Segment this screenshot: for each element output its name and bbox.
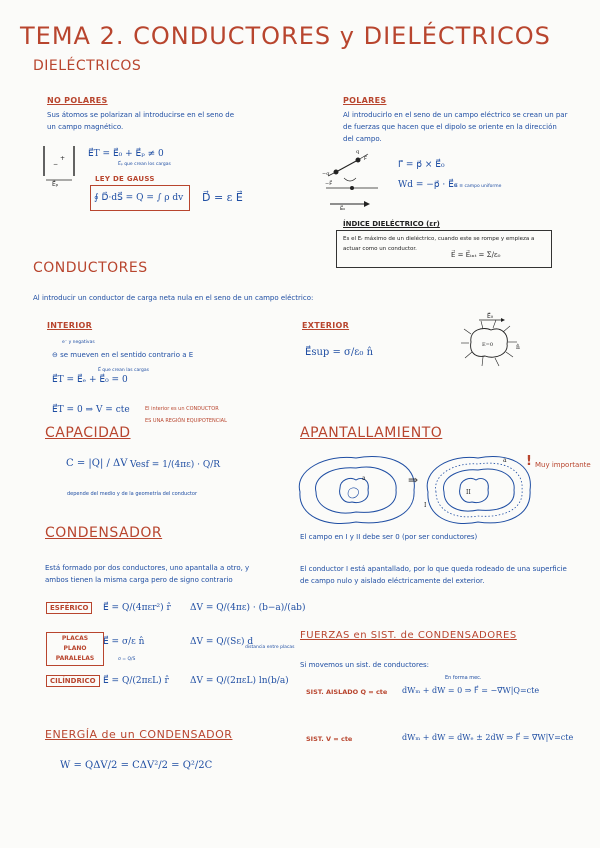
cilindrico-field-eq: E⃗ = Q/(2πεL) r̂ — [103, 676, 169, 686]
interior-line1-note: e⁻ y negativas — [62, 340, 95, 345]
exterior-heading: EXTERIOR — [302, 321, 350, 330]
capacitor-type-cilindrico-label: CILÍNDRICO — [50, 677, 96, 685]
placas-field-note: σ = Q/S — [118, 657, 136, 662]
energia-heading: ENERGÍA de un CONDENSADOR — [45, 728, 233, 741]
shield-label-I: II — [466, 489, 471, 496]
sphere-potential-eq: Vesf = 1/(4πε) · Q/R — [130, 460, 221, 470]
shielding-text-1: El campo en I y II debe ser 0 (por ser conductores) — [300, 533, 478, 541]
page-title: TEMA 2. CONDUCTORES y DIELÉCTRICOS — [20, 22, 551, 50]
indice-text: Es el Eᵣ máximo de un dieléctrico, cuando este se rompe y empieza a actuar como un conductor. — [343, 236, 535, 252]
no-polares-heading: NO POLARES — [47, 96, 108, 105]
shielding-arrow: ⇒ — [408, 473, 419, 487]
displacement-eq: D⃗ = ε E⃗ — [202, 191, 243, 204]
capacitance-note: depende del medio y de la geometría del conductor — [67, 491, 198, 497]
condensador-heading: CONDENSADOR — [45, 525, 163, 541]
gauss-law-box — [90, 185, 190, 211]
energia-eq: W = QΔV/2 = CΔV²/2 = Q²/2C — [60, 760, 213, 771]
dipole-label-field: E⃗₀ — [340, 206, 346, 212]
indice-eq: E⃗ = E⃗ᵢₙₜ = Σ/ε₀ — [451, 251, 501, 259]
fuerzas-row1-eq: dWₘ + dW = dWₑ ± 2dW ⇒ F⃗ = ∇⃗W|V=cte — [402, 733, 574, 742]
svg-text:+: + — [60, 155, 66, 162]
capacitor-type-placas-label: PLACAS PLANO PARALELAS — [55, 635, 95, 662]
conductor-diagram-label-field: E⃗₀ — [487, 313, 494, 320]
important-callout: Muy importante — [535, 461, 591, 469]
shielding-text-2: El conductor I está apantallado, por lo que queda rodeado de una superficie de campo nulo y aislado eléctricamente del exterior. — [300, 565, 567, 585]
interior-note-conductor: El interior es un CONDUCTOR — [145, 406, 219, 412]
capacidad-heading: CAPACIDAD — [45, 425, 131, 441]
shield-label-a: a — [362, 475, 366, 482]
plate-field-label: E⃗ₚ — [52, 181, 59, 188]
fuerzas-row0-label: SIST. AISLADO Q = cte — [306, 688, 388, 696]
fuerzas-row0-note: En forma mec. — [445, 675, 482, 681]
dipole-label-minus-q: −q — [322, 171, 330, 177]
no-polares-field-note: E⃗ₚ que crean los cargas — [118, 162, 171, 167]
polares-heading: POLARES — [343, 96, 387, 105]
important-mark: ! — [526, 454, 532, 469]
gauss-law-eq: ∮ D⃗·dS⃗ = Q = ∫ ρ dv — [94, 193, 184, 203]
capacitor-type-esferico-label: ESFÉRICO — [50, 604, 89, 612]
capacitor-type-cilindrico — [46, 675, 100, 687]
condensador-text: Está formado por dos conductores, uno apantalla a otro, y ambos tienen la misma carga pero de signo contrario — [45, 564, 250, 584]
conductor-diagram-label-zero: E=0 — [482, 342, 494, 348]
no-polares-field-eq: E⃗T = E⃗₀ + E⃗ₚ ≠ 0 — [88, 149, 164, 159]
polarized-plates-diagram — [40, 142, 80, 192]
dipole-label-force: F⃗ — [364, 156, 367, 162]
capacitor-type-esferico — [46, 602, 92, 614]
cilindrico-potential-eq: ΔV = Q/(2πεL) ln(b/a) — [190, 676, 289, 686]
uniform-field-note: E ≡ campo uniforme — [455, 184, 502, 189]
interior-heading: INTERIOR — [47, 321, 93, 330]
interior-note-equipotential: ES UNA REGIÓN EQUIPOTENCIAL — [145, 418, 227, 424]
placas-potential-note: distancia entre placas — [245, 645, 295, 650]
dipole-energy-eq: Wd = −p⃗ · E⃗₀ — [398, 180, 458, 190]
polares-text: Al introducirlo en el seno de un campo eléctrico se crean un par de fuerzas que hacen que el dipolo se oriente en la dirección del campo. — [343, 111, 568, 143]
shielding-diagram-before — [290, 450, 430, 530]
fuerzas-row0-eq: dWₘ + dW = 0 ⇒ F⃗ = −∇⃗W|Q=cte — [402, 686, 540, 695]
section-heading-dielectricos: DIELÉCTRICOS — [33, 58, 142, 74]
fuerzas-row1-label: SIST. V = cte — [306, 735, 353, 743]
svg-text:−: − — [53, 161, 59, 168]
apantallamiento-heading: APANTALLAMIENTO — [300, 425, 443, 441]
dipole-label-neg-force: −F⃗ — [325, 181, 333, 187]
shielding-diagram-after — [420, 450, 540, 530]
capacitance-eq: C = |Q| / ΔV — [66, 458, 128, 469]
interior-line1: ⊖ se mueven en el sentido contrario a E — [52, 351, 194, 359]
exterior-field-eq: E⃗sup = σ/ε₀ n̂ — [305, 347, 374, 358]
interior-line2-note: E⃗ que crean las cargas — [98, 368, 149, 373]
torque-eq: Γ⃗ = p⃗ × E⃗₀ — [398, 160, 445, 170]
indice-box — [336, 230, 552, 268]
esferico-field-eq: E⃗ = Q/(4πεr²) r̂ — [103, 603, 171, 613]
gauss-heading: LEY DE GAUSS — [95, 175, 155, 183]
interior-field-eq: E⃗T = E⃗ₑ + E⃗₀ = 0 — [52, 375, 128, 385]
indice-heading: ÍNDICE DIELÉCTRICO (εr) — [343, 220, 440, 228]
dipole-label-q: q — [356, 149, 360, 155]
section-heading-conductores: CONDUCTORES — [33, 260, 148, 276]
capacitor-type-placas — [46, 632, 104, 666]
no-polares-text: Sus átomos se polarizan al introducirse en el seno de un campo magnético. — [47, 111, 235, 131]
placas-field-eq: E⃗ = σ/ε n̂ — [103, 637, 145, 647]
placas-potential-eq: ΔV = Q/(Sε) d — [190, 637, 254, 647]
esferico-potential-eq: ΔV = Q/(4πε) · (b−a)/(ab) — [190, 603, 306, 613]
conductor-diagram-label-normal: n̂ — [516, 344, 520, 351]
fuerzas-intro: Si movemos un sist. de conductores: — [300, 661, 430, 669]
shield-label-a-after: a — [503, 457, 507, 464]
conductores-intro: Al introducir un conductor de carga neta nula en el seno de un campo eléctrico: — [33, 294, 314, 302]
shield-label-II: I — [424, 502, 427, 509]
interior-equipotential-eq: E⃗T = 0 ⇒ V = cte — [52, 405, 130, 415]
fuerzas-heading: FUERZAS en SIST. de CONDENSADORES — [300, 630, 517, 641]
